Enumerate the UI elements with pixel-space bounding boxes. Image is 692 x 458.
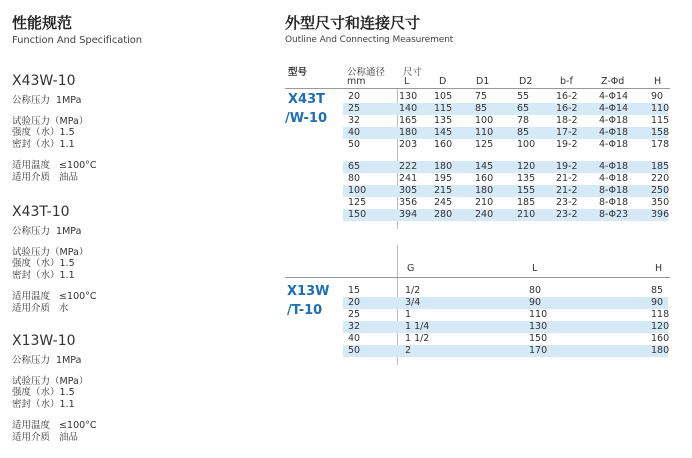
table-cell: 185 [517,197,536,208]
table-cell: 180 [475,185,494,196]
table-cell: 40 [348,333,361,344]
table-cell: 356 [399,197,418,208]
table-cell: 8-Φ18 [599,185,629,196]
header-divider [285,88,670,89]
table-cell: 110 [651,103,670,114]
temperature: 适用温度 ≤100°C [12,291,97,302]
table-cell: 4-Φ14 [599,103,629,114]
table-cell: 40 [348,127,361,138]
table-cell: 23-2 [556,197,578,208]
table-cell: 100 [348,185,367,196]
table-cell: 65 [517,103,530,114]
medium: 适用介质 油品 [12,431,79,443]
table-cell: 19-2 [556,161,578,172]
nominal-pressure: 公称压力 1MPa [12,95,82,106]
table-cell: 4-Φ18 [599,173,629,184]
medium: 适用介质 水 [12,302,69,314]
table-cell: 50 [348,139,361,150]
table2-model-line1: X13W [287,284,330,299]
table-cell: 4-Φ14 [599,91,629,102]
table-cell: 245 [434,197,453,208]
table-cell: 1 1/2 [405,333,430,344]
table-row [343,139,668,151]
table-cell: 178 [651,139,670,150]
table-cell: 160 [434,139,453,150]
table-cell: 90 [651,91,664,102]
table-row [343,103,668,115]
table-row [343,309,668,321]
table-cell: 4-Φ18 [599,127,629,138]
table-cell: 65 [348,161,361,172]
temperature: 适用温度 ≤100°C [12,420,97,431]
seal: 密封（水）1.1 [12,138,75,150]
table-cell: 350 [651,197,670,208]
table-row [343,127,668,139]
header-col-zd: Z-Φd [601,76,625,87]
table-cell: 170 [529,345,548,356]
table-cell: 160 [475,173,494,184]
table-cell: 140 [399,103,418,114]
table-row [343,91,668,103]
table-row [343,185,668,197]
table-cell: 75 [475,91,488,102]
table-cell: 180 [651,345,670,356]
table-cell: 3/4 [405,297,421,308]
table-cell: 115 [434,103,453,114]
table-cell: 4-Φ18 [599,161,629,172]
table-row [343,333,668,345]
table-cell: 150 [348,209,367,220]
table-cell: 110 [529,309,548,320]
table-cell: 165 [399,115,418,126]
table-cell: 32 [348,115,361,126]
strength: 强度（水）1.5 [12,387,75,398]
table-cell: 100 [517,139,536,150]
table-cell: 145 [475,161,494,172]
table-cell: 130 [399,91,418,102]
table-row [343,173,668,185]
table-cell: 210 [475,197,494,208]
table-cell: 305 [399,185,418,196]
table-cell: 20 [348,91,361,102]
table-cell: 220 [651,173,670,184]
table-cell: 394 [399,209,418,220]
header-col-H: H [654,76,662,87]
table-cell: 2 [405,345,412,356]
table-cell: 280 [434,209,453,220]
header-col-D2: D2 [519,76,533,87]
right-title-en: Outline And Connecting Measurement [285,35,454,45]
table-cell: 145 [434,127,453,138]
table-cell: 90 [651,297,664,308]
table-cell: 19-2 [556,139,578,150]
table-cell: 1 1/4 [405,321,430,332]
table-cell: 90 [529,297,542,308]
header-dn-unit: mm [347,76,366,87]
table-cell: 210 [517,209,536,220]
table-cell: 17-2 [556,127,578,138]
table-row [343,161,668,173]
table-cell: 21-2 [556,185,578,196]
table-cell: 100 [475,115,494,126]
table-cell: 118 [651,309,670,320]
table-cell: 85 [475,103,488,114]
table-row [343,285,668,297]
table-cell: 85 [517,127,530,138]
table-cell: 78 [517,115,530,126]
model-name: X43T-10 [12,204,70,220]
table-row [343,197,668,209]
table-cell: 120 [651,321,670,332]
table1-model-line1: X43T [288,92,325,107]
table-cell: 155 [517,185,536,196]
header-col-bf: b-f [560,76,573,87]
table-row [343,321,668,333]
table-cell: 150 [529,333,548,344]
table-cell: 21-2 [556,173,578,184]
table-cell: 18-2 [556,115,578,126]
table-cell: 158 [651,127,670,138]
nominal-pressure: 公称压力 1MPa [12,226,82,237]
table-cell: 8-Φ23 [599,209,629,220]
header-col-D1: D1 [476,76,490,87]
table-cell: 80 [529,285,542,296]
table-cell: 185 [651,161,670,172]
spec-block-x13w [12,333,97,443]
test-pressure-title: 试验压力（MPa） [12,375,89,387]
table2-header-H: H [655,263,663,274]
header-col-L: L [404,76,410,87]
spec-block-x43w [12,73,97,183]
table-cell: 4-Φ18 [599,139,629,150]
left-title-cn: 性能规范 [12,14,73,32]
table-cell: 222 [399,161,418,172]
table-cell: 250 [651,185,670,196]
table-cell: 115 [651,115,670,126]
table-row [343,345,668,357]
temperature: 适用温度 ≤100°C [12,160,97,171]
table2-header-G: G [407,263,415,274]
header-size: 尺寸 [403,67,423,78]
seal: 密封（水）1.1 [12,269,75,281]
table-cell: 25 [348,309,361,320]
table-cell: 160 [651,333,670,344]
strength: 强度（水）1.5 [12,258,75,269]
header-model: 型号 [288,67,308,78]
table-cell: 16-2 [556,91,578,102]
table-row [343,297,668,309]
table-cell: 396 [651,209,670,220]
table-row [343,115,668,127]
model-name: X13W-10 [12,333,76,349]
table-cell: 110 [475,127,494,138]
table-cell: 125 [475,139,494,150]
table2-model-line2: /T-10 [287,303,323,318]
table-cell: 20 [348,297,361,308]
seal: 密封（水）1.1 [12,398,75,410]
table-cell: 32 [348,321,361,332]
spec-block-x43t [12,204,97,314]
table-cell: 195 [434,173,453,184]
strength: 强度（水）1.5 [12,127,75,138]
table2-header-L: L [532,263,538,274]
test-pressure-title: 试验压力（MPa） [12,115,89,127]
table-cell: 203 [399,139,418,150]
table-cell: 180 [434,161,453,172]
table-cell: 85 [651,285,664,296]
table-cell: 25 [348,103,361,114]
table-cell: 1/2 [405,285,421,296]
left-title-en: Function And Specification [12,35,143,46]
table-cell: 55 [517,91,530,102]
table-cell: 180 [399,127,418,138]
table-cell: 240 [475,209,494,220]
right-title-cn: 外型尺寸和连接尺寸 [285,14,421,32]
table-cell: 135 [434,115,453,126]
table-cell: 23-2 [556,209,578,220]
table-cell: 241 [399,173,418,184]
header-dn: 公称通径 [347,67,386,78]
table-cell: 16-2 [556,103,578,114]
table1-model-line2: /W-10 [285,111,327,126]
table-cell: 120 [517,161,536,172]
table-cell: 105 [434,91,453,102]
table-cell: 4-Φ18 [599,115,629,126]
test-pressure-title: 试验压力（MPa） [12,246,89,258]
medium: 适用介质 油品 [12,171,79,183]
table-cell: 215 [434,185,453,196]
table-cell: 15 [348,285,361,296]
table-cell: 50 [348,345,361,356]
nominal-pressure: 公称压力 1MPa [12,355,82,366]
model-name: X43W-10 [12,73,76,89]
table-cell: 135 [517,173,536,184]
table-cell: 130 [529,321,548,332]
table-cell: 8-Φ18 [599,197,629,208]
table-cell: 80 [348,173,361,184]
table-row [343,209,668,221]
table-cell: 125 [348,197,367,208]
header-col-D: D [439,76,447,87]
table2-divider [285,277,670,278]
table-cell: 1 [405,309,412,320]
